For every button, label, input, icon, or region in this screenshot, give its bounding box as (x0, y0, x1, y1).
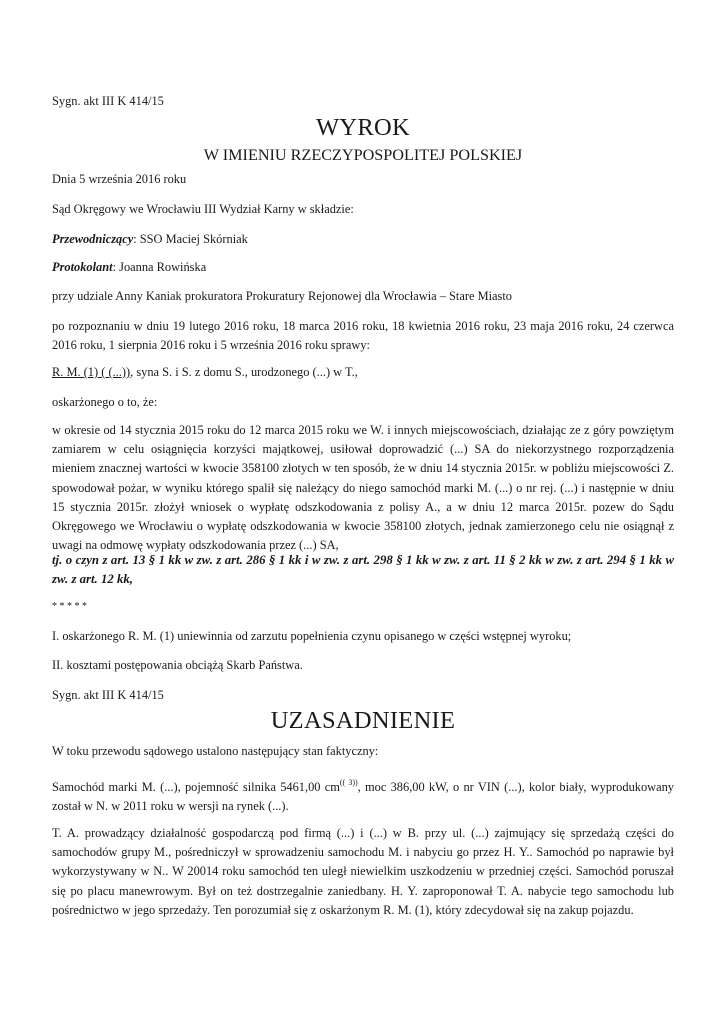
verdict-title: WYROK (315, 114, 411, 141)
ruling-costs: II. kosztami postępowania obciążą Skarb Państwa. (52, 658, 303, 672)
justification-intro: W toku przewodu sądowego ustalono następujący stan faktyczny: (52, 744, 379, 758)
legal-qualification: tj. o czyn z art. 13 § 1 kk w zw. z art. 286 § 1 kk i w zw. z art. 298 § 1 kk w zw. z art. 11 § 2 kk w zw. z art. 294 § 1 kk w zw. z art. 12 kk, (52, 553, 674, 587)
presiding-judge (52, 230, 674, 249)
court-clerk (52, 258, 674, 277)
defendant-line (52, 363, 674, 382)
defendant-name: R. M. (1) ( (...)) (52, 365, 131, 379)
ruling-acquittal: I. oskarżonego R. M. (1) uniewinnia od zarzutu popełnienia czynu opisanego w części wstępnej wyroku; (52, 629, 572, 643)
court-clerk-name: : Joanna Rowińska (112, 260, 207, 274)
vehicle-facts: Samochód marki M. (...), pojemność silnika 5461,00 $cm^{(( 3))}$, moc 386,00 kW, o nr VIN (...), kolor biały, wyprodukowany został w N. w 2011 roku w wersji na rynek (...). (52, 778, 674, 814)
case-signature: Sygn. akt III K 414/15 (52, 94, 164, 108)
justification-signature: Sygn. akt III K 414/15 (52, 688, 164, 702)
defendant-details: , syna S. i S. z domu S., urodzonego (...) w T., (130, 365, 358, 379)
court-composition: Sąd Okręgowy we Wrocławiu III Wydział Karny w składzie: (52, 202, 354, 216)
charge-description: w okresie od 14 stycznia 2015 roku do 12 marca 2015 roku we W. i innych miejscowościach, działając ze z góry powziętym zamiarem w celu osiągnięcia korzyści majątkowej, usiłował doprowadzić (...) SA do niekorzystnego rozporządzenia mieniem znacznej wartości w kwocie 358100 złotych w ten sposób, że w dniu 14 stycznia 2015r. w pobliżu miejscowości Z. spowodował pożar, w wyniku którego spalił się należący do niego samochód marki M. (...) o nr rej. (...) i następnie w dniu 15 stycznia 2015r. złożył wniosek o wypłatę odszkodowania z polisy A., a w dniu 12 marca 2015r. pozew do Sądu Okręgowego we Wrocławiu o wypłatę odszkodowania w kwocie 358100 złotych, jednak zamierzonego celu nie osiągnął z uwagi na odmowę wypłaty odszkodowania przez (...) SA, (52, 423, 674, 553)
verdict-subtitle: W IMIENIU RZECZYPOSPOLITEJ POLSKIEJ (203, 146, 523, 164)
presiding-judge-name: : SSO Maciej Skórniak (133, 232, 248, 246)
document-page (52, 0, 674, 1024)
court-clerk-label: Protokolant (52, 260, 113, 274)
justification-title: UZASADNIENIE (270, 707, 456, 734)
verdict-date: Dnia 5 września 2016 roku (52, 172, 187, 186)
accused-intro: oskarżonego o to, że: (52, 395, 158, 409)
presiding-judge-label: Przewodniczący (52, 232, 134, 246)
purchase-facts: T. A. prowadzący działalność gospodarczą pod firmą (...) i (...) w B. przy ul. (...) zajmujący się sprzedażą części do samochodów grupy M., pośredniczył w sprowadzeniu samochodu M. i nabyciu go przez H. Y.. Samochód po naprawie był wykorzystywany w N.. W 20014 roku samochód ten uległ niewielkim uszkodzeniu w przedniej części. Samochód poruszał się po placu manewrowym. Był on też dostrzegalnie zaniedbany. H. Y. zaproponował T. A. nabycie tego samochodu lub pośrednictwo w jego sprzedaży. Ten porozumiał się z oskarżonym R. M. (1), który zdecydował się na zakup pojazdu. (52, 826, 674, 917)
unit-superscript: (( 3)) (339, 778, 358, 787)
hearing-dates: po rozpoznaniu w dniu 19 lutego 2016 roku, 18 marca 2016 roku, 18 kwietnia 2016 roku, 23 maja 2016 roku, 24 czerwca 2016 roku, 1 sierpnia 2016 roku i 5 września 2016 roku sprawy: (52, 319, 674, 353)
prosecutor-line: przy udziale Anny Kaniak prokuratora Prokuratury Rejonowej dla Wrocławia – Stare Miasto (52, 289, 513, 303)
section-separator: * * * * * (52, 601, 87, 612)
